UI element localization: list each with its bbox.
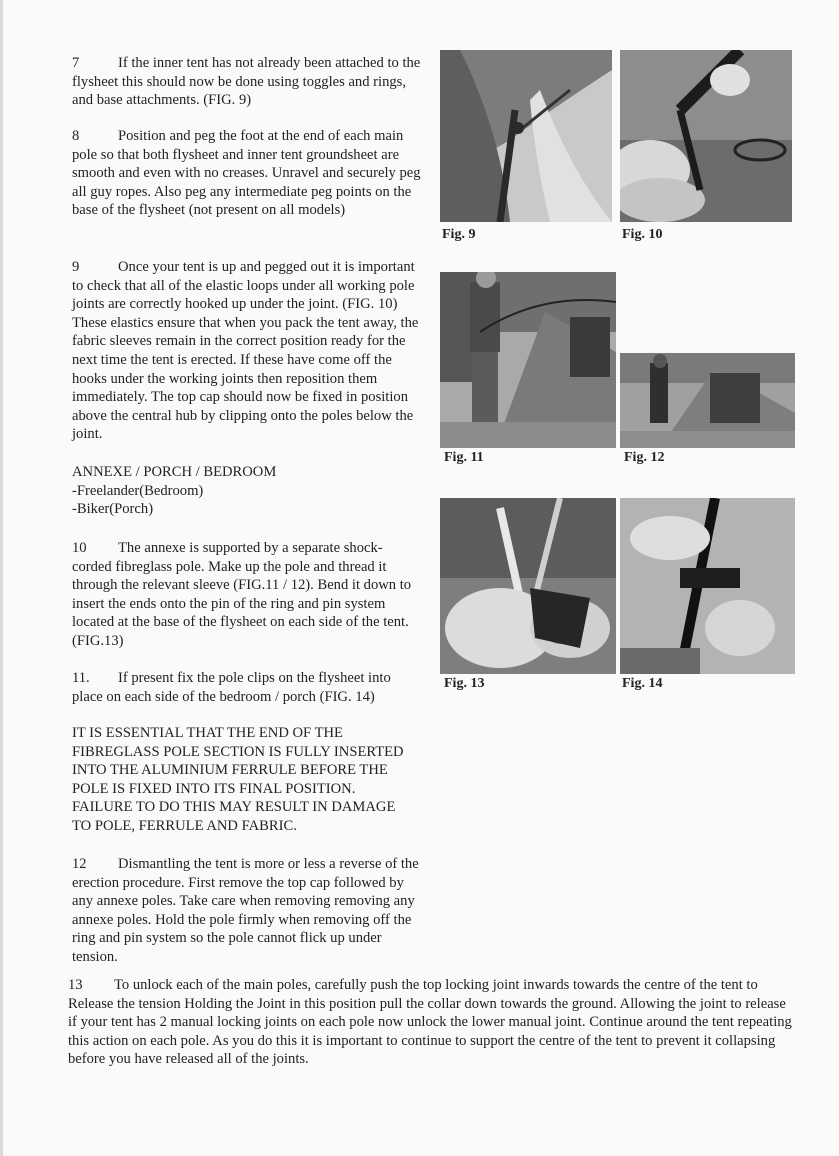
paragraph-text: If present fix the pole clips on the flysheet into place on each side of the bedroom / porch (FIG. 14): [72, 670, 391, 705]
figure-13-caption: Fig. 13: [444, 676, 485, 691]
figure-11-photo: [440, 272, 616, 448]
paragraph-number: 8: [72, 128, 80, 144]
figure-14-caption: Fig. 14: [622, 676, 663, 691]
paragraph-7: [72, 54, 422, 110]
annexe-heading: ANNEXE / PORCH / BEDROOM: [72, 464, 277, 480]
warning-text: IT IS ESSENTIAL THAT THE END OF THE FIBREGLASS POLE SECTION IS FULLY INSERTED INTO THE ALUMINIUM FERRULE BEFORE THE POLE IS FIXED INTO ITS FINAL POSITION. FAILURE TO DO THIS MAY RESULT IN DAMAGE TO POLE, FERRULE AND FABRIC.: [72, 725, 404, 834]
paragraph-number: 13: [68, 977, 83, 993]
paragraph-number: 11.: [72, 670, 90, 686]
figure-14-photo: [620, 498, 795, 674]
paragraph-number: 7: [72, 55, 80, 71]
paragraph-9: [72, 258, 422, 444]
paragraph-text: Dismantling the tent is more or less a reverse of the erection procedure. First remove the top cap followed by any annexe poles. Take care when removing removing any annexe poles. Hold the pole firmly when removing off the ring and pin system so the pole cannot flick up under tension.: [72, 856, 419, 965]
paragraph-12: [72, 855, 422, 967]
annexe-section: [72, 463, 422, 519]
figure-11-caption: Fig. 11: [444, 450, 484, 465]
figure-9-caption: Fig. 9: [442, 227, 476, 242]
paragraph-13: [68, 976, 798, 1069]
paragraph-10: [72, 539, 422, 651]
page-edge: [0, 0, 3, 1156]
annexe-model-freelander: -Freelander(Bedroom): [72, 482, 204, 499]
paragraph-11: [72, 669, 422, 706]
paragraph-text: If the inner tent has not already been attached to the flysheet this should now be done using toggles and rings, and base attachments. (FIG. 9): [72, 55, 421, 109]
figure-12-photo: [620, 353, 795, 448]
figure-10-photo: [620, 50, 792, 222]
annexe-model-biker: -Biker(Porch): [72, 501, 154, 518]
paragraph-text: To unlock each of the main poles, carefully push the top locking joint inwards towards the centre of the tent to Release the tension Holding the Joint in this position pull the collar down towards the ground. Allowing the joint to release if your tent has 2 manual locking joints on each pole now unlock the lower manual joint. Continue around the tent repeating this action on each pole. As you do this it is important to continue to support the centre of the tent to prevent it collapsing before you have released all of the joints.: [68, 977, 792, 1068]
paragraph-number: 9: [72, 259, 80, 275]
figure-9-photo: [440, 50, 612, 222]
paragraph-text: The annexe is supported by a separate shock-corded fibreglass pole. Make up the pole and thread it through the relevant sleeve (FIG.11 / 12). Bend it down to insert the ends onto the pin of the ring and pin system located at the base of the flysheet on each side of the tent. (FIG.13): [72, 540, 412, 649]
paragraph-8: [72, 127, 422, 220]
figure-13-photo: [440, 498, 616, 674]
paragraph-number: 12: [72, 856, 87, 872]
figure-10-caption: Fig. 10: [622, 227, 663, 242]
paragraph-text: Position and peg the foot at the end of each main pole so that both flysheet and inner tent groundsheet are smooth and even with no creases. Unravel and securely peg all guy ropes. Also peg any intermediate peg points on the base of the flysheet (not present on all models): [72, 128, 421, 219]
paragraph-text: Once your tent is up and pegged out it is important to check that all of the elastic loops under all working pole joints are correctly hooked up under the joint. (FIG. 10) These elastics ensure that when you pack the tent away, the fabric sleeves remain in the correct position ready for the next time the tent is erected. If these have come off the hooks under the working joints then reposition them immediately. The top cap should now be fixed in position above the central hub by clipping onto the poles below the joint.: [72, 259, 419, 443]
paragraph-number: 10: [72, 540, 87, 556]
figure-12-caption: Fig. 12: [624, 450, 665, 465]
